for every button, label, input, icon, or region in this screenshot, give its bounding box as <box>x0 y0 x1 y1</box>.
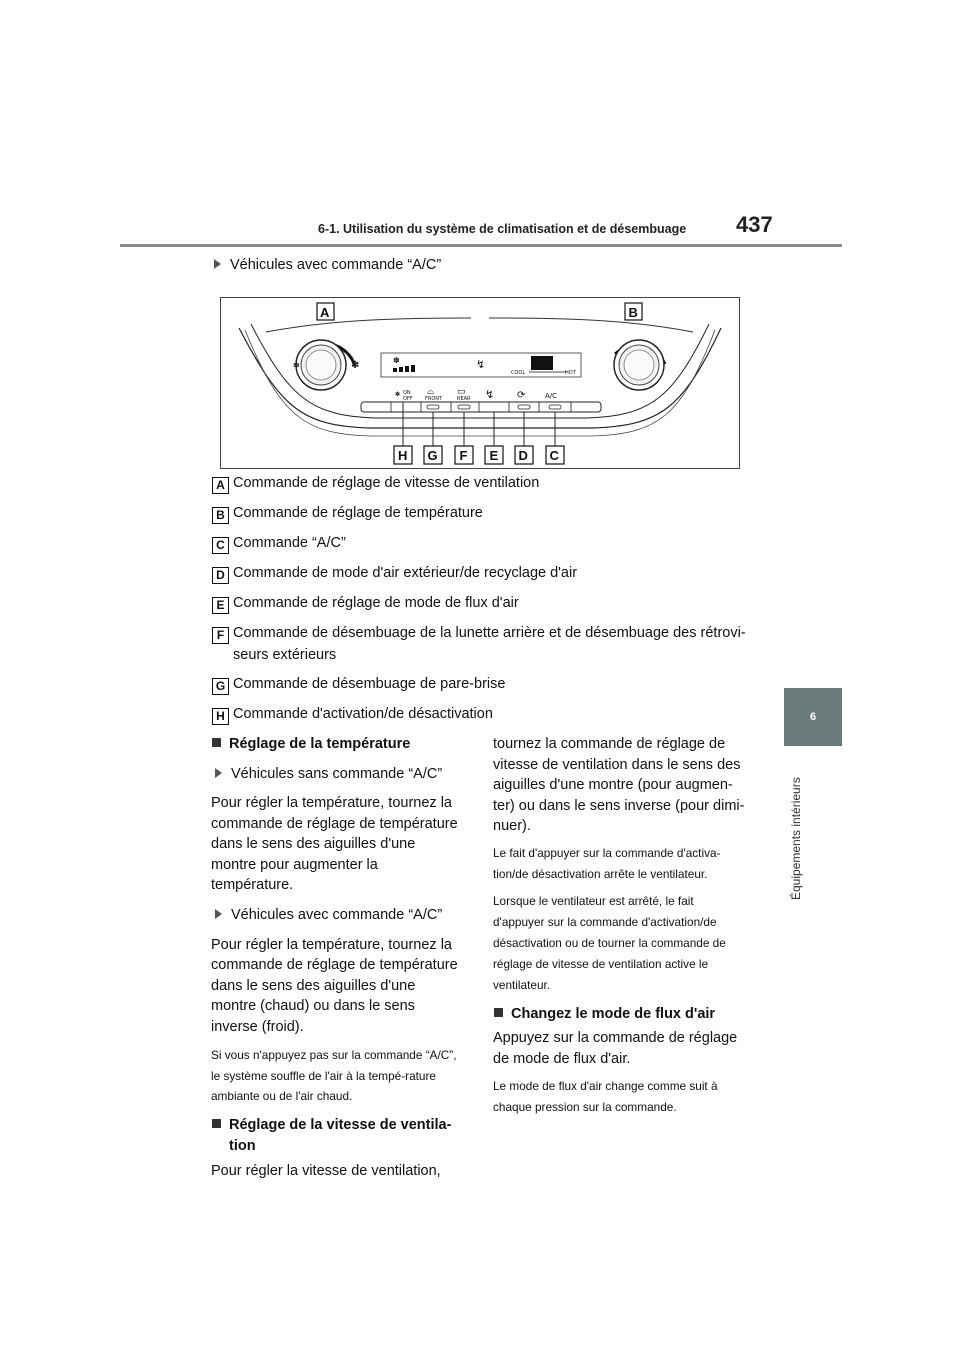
button-strip <box>361 402 601 412</box>
climate-display <box>381 353 581 377</box>
windshield-defog-icon: ⌓ <box>427 387 435 397</box>
fan-speed-dial <box>293 340 359 390</box>
recirculation-icon: ⟳ <box>517 390 526 401</box>
svg-text:REAR: REAR <box>457 396 471 402</box>
note-fan-on: Lorsque le ventilateur est arrêté, le fait d'appuyer sur la commande d'activation/de désactivation ou de tourner la commande de réglage de vitesse de ventilation active le ventilateur. <box>493 893 726 992</box>
legend-item-c: C Commande “A/C” <box>212 535 346 554</box>
square-bullet-icon <box>212 738 221 747</box>
control-panel-illustration <box>221 298 739 468</box>
legend-item-f: F Commande de désembuage de la lunette arrière et de désembuage des rétrovi- <box>212 625 746 644</box>
section-title: 6-1. Utilisation du système de climatisation et de désembuage <box>318 222 687 236</box>
legend-item-e: E Commande de réglage de mode de flux d'air <box>212 595 519 614</box>
triangle-bullet-icon <box>214 259 221 269</box>
variant-label-top: Véhicules avec commande “A/C” <box>214 257 441 273</box>
fan-icon: ✽ <box>395 391 401 398</box>
legend-item-b: B Commande de réglage de température <box>212 505 483 524</box>
chapter-label: Équipements intérieurs <box>789 777 803 900</box>
svg-text:F: F <box>459 448 468 463</box>
svg-text:H: H <box>398 448 408 463</box>
svg-text:D: D <box>518 448 528 463</box>
svg-text:G: G <box>427 448 438 463</box>
svg-text:ON: ON <box>403 390 411 396</box>
legend-item-h: H Commande d'activation/de désactivation <box>212 706 493 725</box>
climate-control-diagram <box>220 297 740 469</box>
header-divider <box>120 244 842 247</box>
heading-fan-speed: Réglage de la vitesse de ventila-tion <box>211 1115 463 1156</box>
rear-defog-icon: ▭ <box>457 387 466 397</box>
svg-text:E: E <box>489 448 499 463</box>
svg-text:HOT: HOT <box>565 370 576 376</box>
legend-item-g: G Commande de désembuage de pare-brise <box>212 676 505 695</box>
svg-text:B: B <box>628 305 638 320</box>
svg-text:FRONT: FRONT <box>425 396 443 402</box>
heading-airflow: Changez le mode de flux d'air <box>493 1004 745 1025</box>
svg-text:A/C: A/C <box>545 392 558 400</box>
square-bullet-icon <box>494 1008 503 1017</box>
paragraph-fan-speed-start: Pour régler la vitesse de ventilation, <box>211 1162 441 1179</box>
svg-text:C: C <box>549 448 559 463</box>
square-bullet-icon <box>212 1119 221 1128</box>
paragraph-temperature-2: Pour régler la température, tournez la commande de réglage de température dans le sens des aiguilles d'une montre (chaud) ou dans le sens inverse (froid). <box>211 936 458 1035</box>
svg-text:COOL: COOL <box>511 370 526 376</box>
page-number: 437 <box>736 212 773 237</box>
svg-text:✽: ✽ <box>393 356 400 365</box>
triangle-bullet-icon <box>215 768 222 778</box>
right-column <box>493 734 745 1117</box>
paragraph-temperature-1: Pour régler la température, tournez la commande de réglage de température dans le sens des aiguilles d'une montre pour augmenter la température. <box>211 795 458 894</box>
variant-without-ac: Véhicules sans commande “A/C” <box>211 764 463 785</box>
note-airflow: Le mode de flux d'air change comme suit à chaque pression sur la commande. <box>493 1078 718 1114</box>
airflow-mode-icon: ↯ <box>485 388 495 401</box>
chapter-tab: 6 <box>784 688 842 746</box>
legend-item-d: D Commande de mode d'air extérieur/de recyclage d'air <box>212 565 577 584</box>
paragraph-airflow: Appuyez sur la commande de réglage de mode de flux d'air. <box>493 1030 738 1067</box>
note-fan-off: Le fait d'appuyer sur la commande d'activa-tion/de désactivation arrête le ventilateur. <box>493 845 721 881</box>
legend-item-f-continuation: seurs extérieurs <box>233 647 337 663</box>
triangle-bullet-icon <box>215 909 222 919</box>
left-column <box>211 734 463 1181</box>
note-ac: Si vous n'appuyez pas sur la commande “A/C”, le système souffle de l'air à la tempé-rature ambiante ou de l'air chaud. <box>211 1047 457 1104</box>
variant-with-ac: Véhicules avec commande “A/C” <box>211 905 463 926</box>
svg-text:✽: ✽ <box>293 361 300 370</box>
svg-text:OFF: OFF <box>403 396 413 402</box>
svg-text:↯: ↯ <box>476 358 486 371</box>
legend-item-a: A Commande de réglage de vitesse de ventilation <box>212 475 539 494</box>
paragraph-fan-speed-cont: tournez la commande de réglage de vitesse de ventilation dans le sens des aiguilles d'une montre (pour augmen-ter) ou dans le sens inverse (pour dimi-nuer). <box>493 736 745 835</box>
svg-text:✽: ✽ <box>351 360 360 371</box>
svg-text:A: A <box>320 305 330 320</box>
temperature-dial <box>614 340 665 390</box>
heading-temperature: Réglage de la température <box>211 734 463 755</box>
